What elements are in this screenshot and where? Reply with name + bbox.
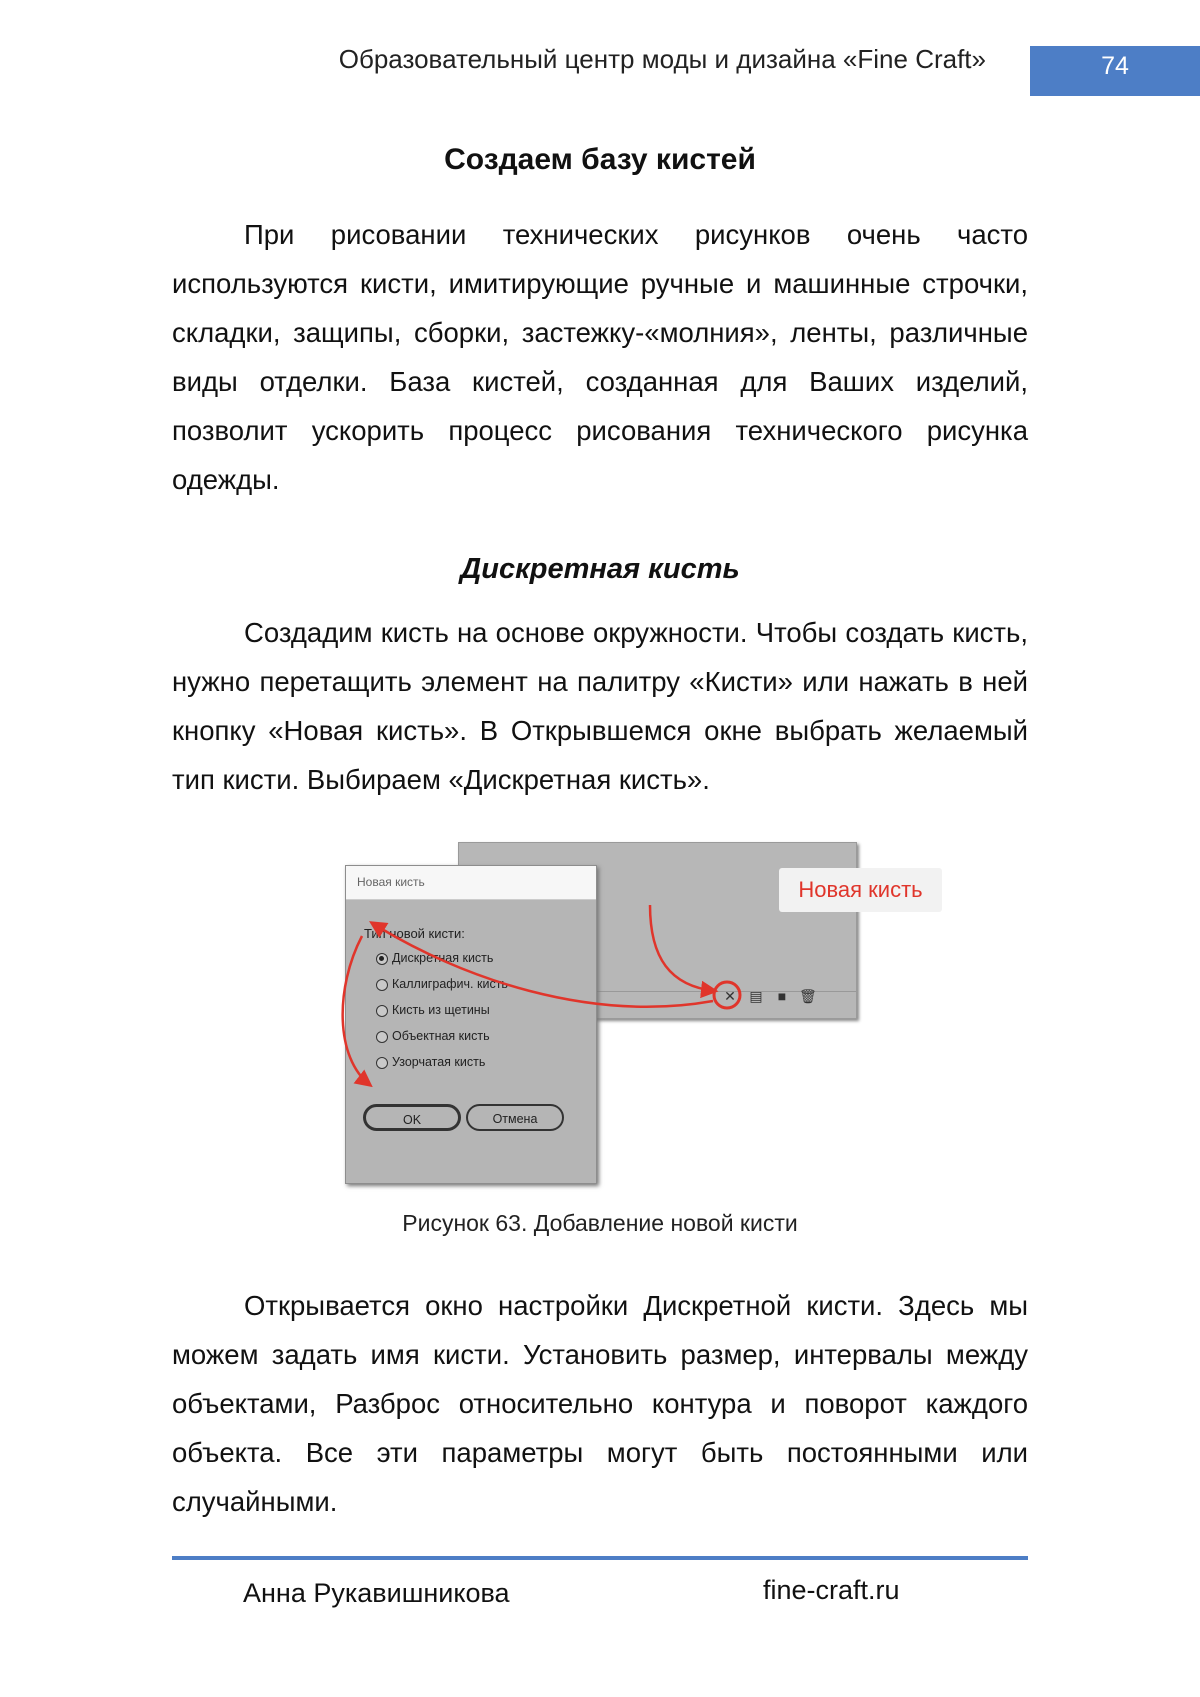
- figure-caption: Рисунок 63. Добавление новой кисти: [402, 1210, 798, 1236]
- new-brush-icon[interactable]: ■: [777, 988, 787, 1004]
- figure-new-brush: [340, 838, 923, 1188]
- paragraph-settings: [172, 1281, 1028, 1526]
- new-brush-dialog: [345, 865, 597, 1184]
- ok-button[interactable]: OK: [363, 1104, 461, 1131]
- radio-icon[interactable]: [376, 1031, 388, 1043]
- dialog-title: Новая кисть: [346, 866, 596, 900]
- brush-type-label: Тип новой кисти:: [364, 926, 465, 941]
- trash-icon[interactable]: 🗑: [799, 988, 817, 1004]
- remove-stroke-icon[interactable]: ✕: [724, 988, 736, 1004]
- radio-art-brush[interactable]: [376, 1029, 490, 1043]
- subsection-title: Дискретная кисть: [460, 553, 740, 585]
- radio-icon-selected[interactable]: [376, 953, 388, 965]
- section-title: Создаем базу кистей: [444, 143, 756, 176]
- radio-label: Каллиграфич. кисть: [392, 977, 508, 991]
- paragraph-intro-text: При рисовании технических рисунков очень часто используются кисти, имитирующие ручные и машинные строчки, складки, защипы, сборки, застежку-«молния», ленты, различные виды отделки. База кистей, созданная для Ваших изделий, позволит ускорить процесс рисования технического рисунка одежды.: [172, 219, 1028, 495]
- radio-label: Дискретная кисть: [392, 951, 494, 965]
- page-number-badge: 74: [1030, 46, 1200, 96]
- paragraph-intro: [172, 210, 1028, 504]
- cancel-button[interactable]: Отмена: [466, 1104, 564, 1131]
- footer-site[interactable]: fine-craft.ru: [763, 1575, 900, 1605]
- paragraph-create-brush-text: Создадим кисть на основе окружности. Чтобы создать кисть, нужно перетащить элемент на палитру «Кисти» или нажать в ней кнопку «Новая кисть». В Открывшемся окне выбрать желаемый тип кисти. Выбираем «Дискретная кисть».: [172, 617, 1028, 795]
- brush-options-icon[interactable]: ▤: [749, 988, 763, 1004]
- footer-author: Анна Рукавишникова: [243, 1578, 510, 1608]
- radio-icon[interactable]: [376, 979, 388, 991]
- header-title: Образовательный центр моды и дизайна «Fine Craft»: [338, 44, 986, 74]
- radio-icon[interactable]: [376, 1057, 388, 1069]
- radio-scatter-brush[interactable]: [376, 951, 493, 965]
- paragraph-create-brush: [172, 608, 1028, 804]
- radio-bristle-brush[interactable]: [376, 1003, 490, 1017]
- radio-label: Узорчатая кисть: [392, 1055, 486, 1069]
- paragraph-settings-text: Открывается окно настройки Дискретной кисти. Здесь мы можем задать имя кисти. Установить размер, интервалы между объектами, Разброс относительно контура и поворот каждого объекта. Все эти параметры могут быть постоянными или случайными.: [172, 1290, 1028, 1517]
- new-brush-tooltip: Новая кисть: [779, 868, 942, 912]
- footer-divider: [172, 1556, 1028, 1560]
- radio-label: Объектная кисть: [392, 1029, 490, 1043]
- radio-label: Кисть из щетины: [392, 1003, 490, 1017]
- radio-icon[interactable]: [376, 1005, 388, 1017]
- radio-pattern-brush[interactable]: [376, 1055, 485, 1069]
- radio-calligraphic-brush[interactable]: [376, 977, 508, 991]
